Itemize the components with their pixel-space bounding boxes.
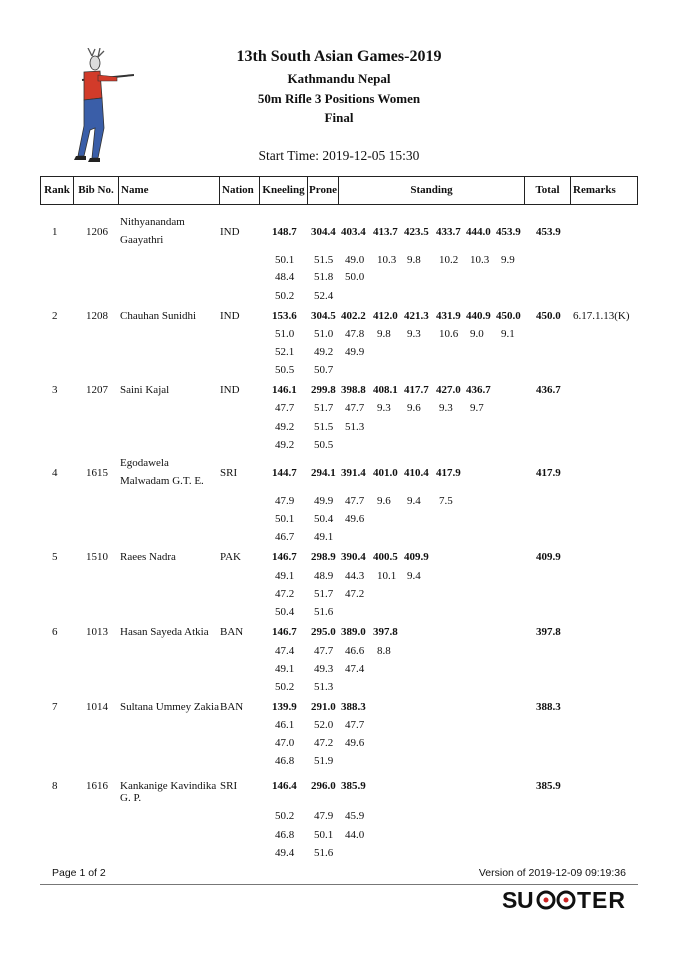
series-score: 8.8 — [377, 645, 391, 657]
final-total: 417.9 — [536, 467, 561, 479]
rank-cell: 4 — [52, 467, 58, 479]
series-score: 51.6 — [314, 847, 334, 859]
series-score: 50.7 — [314, 364, 334, 376]
series-score: 47.8 — [345, 328, 365, 340]
shooter-logo-icon — [502, 886, 632, 914]
series-score: 49.2 — [275, 421, 295, 433]
series-score: 51.0 — [275, 328, 295, 340]
standing-cumulative: 440.9 — [466, 310, 491, 322]
series-score: 47.4 — [345, 663, 365, 675]
series-score: 46.7 — [275, 531, 295, 543]
series-score: 50.2 — [275, 290, 295, 302]
table-header — [40, 176, 638, 205]
series-score: 9.3 — [407, 328, 421, 340]
nation-cell: SRI — [220, 780, 238, 792]
final-total: 436.7 — [536, 384, 561, 396]
standing-cumulative: 388.3 — [341, 701, 366, 713]
series-score: 52.0 — [314, 719, 334, 731]
series-score: 9.6 — [407, 402, 421, 414]
col-bib: Bib No. — [74, 177, 119, 204]
nation-cell: BAN — [220, 701, 244, 713]
athlete-name-line: Kankanige Kavindika — [120, 780, 217, 792]
rank-cell: 8 — [52, 780, 58, 792]
series-score: 50.2 — [275, 681, 295, 693]
series-score: 10.3 — [377, 254, 397, 266]
prone-total: 295.0 — [311, 626, 336, 638]
series-score: 50.4 — [314, 513, 334, 525]
nation-cell: IND — [220, 384, 240, 396]
footer-divider — [40, 884, 638, 885]
remarks-cell: 6.17.1.13(K) — [573, 310, 630, 322]
kneeling-total: 153.6 — [272, 310, 297, 322]
athlete-name-line: G. P. — [120, 792, 142, 804]
series-score: 49.1 — [275, 570, 295, 582]
series-score: 9.3 — [439, 402, 453, 414]
standing-cumulative: 400.5 — [373, 551, 398, 563]
series-score: 50.1 — [275, 254, 295, 266]
series-score: 47.7 — [275, 402, 295, 414]
event-name: 50m Rifle 3 Positions Women — [257, 91, 421, 106]
rank-cell: 7 — [52, 701, 58, 713]
col-prone: Prone — [308, 177, 339, 204]
bib-cell: 1208 — [86, 310, 108, 322]
series-score: 50.4 — [275, 606, 295, 618]
kneeling-total: 146.1 — [272, 384, 297, 396]
rank-cell: 1 — [52, 226, 58, 238]
series-score: 9.3 — [377, 402, 391, 414]
standing-cumulative: 436.7 — [466, 384, 491, 396]
event-phase: Final — [324, 110, 354, 125]
series-score: 51.7 — [314, 588, 334, 600]
standing-cumulative: 390.4 — [341, 551, 366, 563]
series-score: 50.5 — [275, 364, 295, 376]
standing-cumulative: 401.0 — [373, 467, 398, 479]
series-score: 9.4 — [407, 495, 421, 507]
series-score: 46.8 — [275, 829, 295, 841]
series-score: 47.7 — [345, 719, 365, 731]
standing-cumulative: 433.7 — [436, 226, 461, 238]
series-score: 52.4 — [314, 290, 334, 302]
athlete-name: Saini Kajal — [120, 384, 170, 396]
series-score: 47.2 — [314, 737, 334, 749]
series-score: 47.7 — [314, 645, 334, 657]
series-score: 10.6 — [439, 328, 459, 340]
athlete-name: Hasan Sayeda Atkia — [120, 626, 209, 638]
standing-cumulative: 423.5 — [404, 226, 429, 238]
series-score: 44.0 — [345, 829, 365, 841]
series-score: 51.5 — [314, 421, 334, 433]
standing-cumulative: 413.7 — [373, 226, 398, 238]
series-score: 47.7 — [345, 495, 365, 507]
final-total: 453.9 — [536, 226, 561, 238]
series-score: 47.4 — [275, 645, 295, 657]
standing-cumulative: 444.0 — [466, 226, 491, 238]
nation-cell: SRI — [220, 467, 238, 479]
series-score: 45.9 — [345, 810, 365, 822]
standing-cumulative: 408.1 — [373, 384, 398, 396]
final-total: 388.3 — [536, 701, 561, 713]
bib-cell: 1615 — [86, 467, 108, 479]
series-score: 10.2 — [439, 254, 459, 266]
series-score: 50.0 — [345, 271, 365, 283]
series-score: 49.9 — [345, 346, 365, 358]
series-score: 49.4 — [275, 847, 295, 859]
prone-total: 291.0 — [311, 701, 336, 713]
series-score: 50.5 — [314, 439, 334, 451]
series-score: 10.1 — [377, 570, 397, 582]
bib-cell: 1510 — [86, 551, 108, 563]
series-score: 49.6 — [345, 513, 365, 525]
series-score: 51.7 — [314, 402, 334, 414]
prone-total: 294.1 — [311, 467, 336, 479]
series-score: 50.1 — [275, 513, 295, 525]
series-score: 9.1 — [501, 328, 515, 340]
series-score: 49.3 — [314, 663, 334, 675]
series-score: 49.0 — [345, 254, 365, 266]
standing-cumulative: 389.0 — [341, 626, 366, 638]
series-score: 46.8 — [275, 755, 295, 767]
col-name: Name — [119, 177, 220, 204]
prone-total: 304.5 — [311, 310, 336, 322]
series-score: 51.0 — [314, 328, 334, 340]
standing-cumulative: 409.9 — [404, 551, 429, 563]
series-score: 7.5 — [439, 495, 453, 507]
series-score: 47.9 — [314, 810, 334, 822]
standing-cumulative: 402.2 — [341, 310, 366, 322]
nation-cell: IND — [220, 226, 240, 238]
bib-cell: 1013 — [86, 626, 108, 638]
final-total: 385.9 — [536, 780, 561, 792]
kneeling-total: 148.7 — [272, 226, 297, 238]
series-score: 49.9 — [314, 495, 334, 507]
series-score: 50.1 — [314, 829, 334, 841]
series-score: 52.1 — [275, 346, 295, 358]
nation-cell: BAN — [220, 626, 244, 638]
series-score: 10.3 — [470, 254, 490, 266]
series-score: 47.2 — [275, 588, 295, 600]
athlete-name-line: Malwadam G.T. E. — [120, 475, 204, 487]
col-standing: Standing — [339, 177, 525, 204]
series-score: 49.1 — [314, 531, 334, 543]
series-score: 49.1 — [275, 663, 295, 675]
standing-cumulative: 410.4 — [404, 467, 429, 479]
col-rank: Rank — [41, 177, 74, 204]
series-score: 51.9 — [314, 755, 334, 767]
standing-cumulative: 385.9 — [341, 780, 366, 792]
nation-cell: PAK — [220, 551, 241, 563]
series-score: 9.9 — [501, 254, 515, 266]
series-score: 9.6 — [377, 495, 391, 507]
rank-cell: 2 — [52, 310, 58, 322]
athlete-name: Chauhan Sunidhi — [120, 310, 197, 322]
col-kneeling: Kneeling — [260, 177, 308, 204]
series-score: 9.8 — [407, 254, 421, 266]
kneeling-total: 146.7 — [272, 626, 297, 638]
standing-cumulative: 453.9 — [496, 226, 521, 238]
bib-cell: 1616 — [86, 780, 108, 792]
brand-logo — [502, 886, 632, 914]
bib-cell: 1014 — [86, 701, 108, 713]
series-score: 47.0 — [275, 737, 295, 749]
series-score: 51.3 — [314, 681, 334, 693]
series-score: 51.6 — [314, 606, 334, 618]
prone-total: 304.4 — [311, 226, 336, 238]
kneeling-total: 146.4 — [272, 780, 297, 792]
bib-cell: 1207 — [86, 384, 108, 396]
standing-cumulative: 403.4 — [341, 226, 366, 238]
kneeling-total: 146.7 — [272, 551, 297, 563]
prone-total: 296.0 — [311, 780, 336, 792]
athlete-name-line: Egodawela — [120, 457, 169, 469]
series-score: 50.2 — [275, 810, 295, 822]
series-score: 47.7 — [345, 402, 365, 414]
standing-cumulative: 398.8 — [341, 384, 366, 396]
rank-cell: 6 — [52, 626, 58, 638]
standing-cumulative: 397.8 — [373, 626, 398, 638]
standing-cumulative: 450.0 — [496, 310, 521, 322]
kneeling-total: 144.7 — [272, 467, 297, 479]
series-score: 49.2 — [275, 439, 295, 451]
bib-cell: 1206 — [86, 226, 108, 238]
series-score: 47.2 — [345, 588, 365, 600]
col-total: Total — [525, 177, 571, 204]
col-nation: Nation — [220, 177, 260, 204]
event-location: Kathmandu Nepal — [287, 71, 391, 86]
rank-cell: 5 — [52, 551, 58, 563]
event-title: 13th South Asian Games-2019 — [236, 48, 442, 65]
series-score: 51.8 — [314, 271, 334, 283]
start-time: Start Time: 2019-12-05 15:30 — [258, 148, 420, 163]
standing-cumulative: 427.0 — [436, 384, 461, 396]
prone-total: 299.8 — [311, 384, 336, 396]
series-score: 46.6 — [345, 645, 365, 657]
series-score: 9.8 — [377, 328, 391, 340]
col-remarks: Remarks — [573, 184, 616, 196]
series-score: 48.4 — [275, 271, 295, 283]
athlete-name-line: Gaayathri — [120, 234, 164, 246]
nation-cell: IND — [220, 310, 240, 322]
series-score: 49.2 — [314, 346, 334, 358]
series-score: 47.9 — [275, 495, 295, 507]
svg-text:U: U — [517, 887, 535, 913]
svg-text:TER: TER — [577, 887, 626, 913]
series-score: 44.3 — [345, 570, 365, 582]
series-score: 46.1 — [275, 719, 295, 731]
final-total: 397.8 — [536, 626, 561, 638]
standing-cumulative: 417.9 — [436, 467, 461, 479]
series-score: 48.9 — [314, 570, 334, 582]
standing-cumulative: 391.4 — [341, 467, 366, 479]
series-score: 9.0 — [470, 328, 484, 340]
standing-cumulative: 412.0 — [373, 310, 398, 322]
final-total: 450.0 — [536, 310, 561, 322]
athlete-name: Raees Nadra — [120, 551, 176, 563]
page-number: Page 1 of 2 — [52, 867, 106, 879]
athlete-name: Sultana Ummey Zakia — [120, 701, 219, 713]
kneeling-total: 139.9 — [272, 701, 297, 713]
standing-cumulative: 431.9 — [436, 310, 461, 322]
series-score: 49.6 — [345, 737, 365, 749]
series-score: 9.4 — [407, 570, 421, 582]
standing-cumulative: 417.7 — [404, 384, 429, 396]
svg-text:S: S — [502, 887, 519, 913]
version-stamp: Version of 2019-12-09 09:19:36 — [478, 867, 626, 879]
standing-cumulative: 421.3 — [404, 310, 429, 322]
athlete-name-line: Nithyanandam — [120, 216, 185, 228]
final-total: 409.9 — [536, 551, 561, 563]
series-score: 51.5 — [314, 254, 334, 266]
series-score: 9.7 — [470, 402, 484, 414]
rank-cell: 3 — [52, 384, 58, 396]
series-score: 51.3 — [345, 421, 365, 433]
prone-total: 298.9 — [311, 551, 336, 563]
